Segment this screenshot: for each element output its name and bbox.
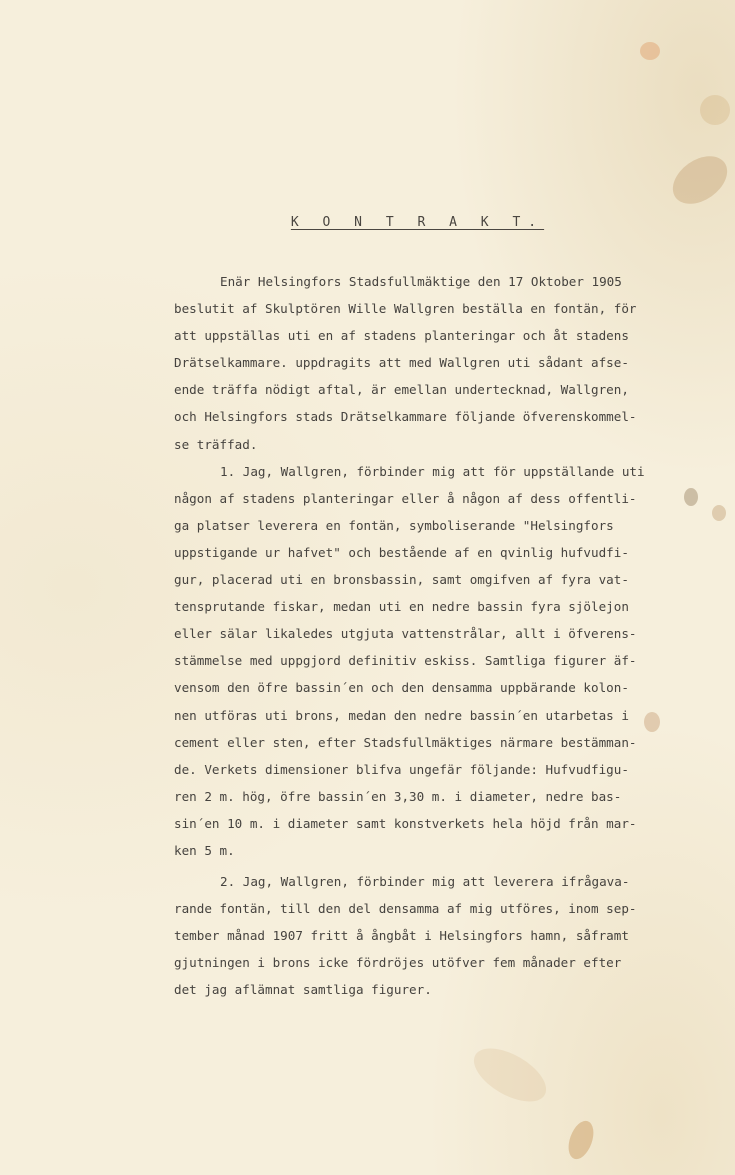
text-line: cement eller sten, efter Stadsfullmäktiges närmare bestämman- [174,734,637,750]
text-line: nen utföras uti brons, medan den nedre bassin´en utarbetas i [174,707,629,723]
text-line: sin´en 10 m. i diameter samt konstverkets hela höjd från mar- [174,815,637,831]
paper-stain [664,146,735,213]
text-line: rande fontän, till den del densamma af mig utföres, inom sep- [174,901,637,917]
text-line: tensprutande fiskar, medan uti en nedre bassin fyra sjölejon [174,599,629,615]
text-line: gjutningen i brons icke fördröjes utöfver fem månader efter [174,955,622,971]
text-line: och Helsingfors stads Drätselkammare följande öfverenskommel- [174,409,637,425]
text-line: gur, placerad uti en bronsbassin, samt omgifven af fyra vat- [174,572,629,588]
paper-stain [465,1038,554,1113]
document-title: K O N T R A K T. [290,215,545,230]
text-line: tember månad 1907 fritt å ångbåt i Helsingfors hamn, såframt [174,928,629,944]
text-line: ende träffa nödigt aftal, är emellan undertecknad, Wallgren, [174,382,629,398]
text-line: ga platser leverera en fontän, symboliserande "Helsingfors [174,517,614,533]
text-line: 1. Jag, Wallgren, förbinder mig att för uppställande uti [220,463,645,479]
text-line: uppstigande ur hafvet" och bestående af en qvinlig hufvudfi- [174,544,629,560]
paper-stain [700,95,730,125]
text-line: beslutit af Skulptören Wille Wallgren beställa en fontän, för [174,301,637,317]
text-line: någon af stadens planteringar eller å någon af dess offentli- [174,490,637,506]
text-line: det jag aflämnat samtliga figurer. [174,982,432,998]
paper-stain [640,42,660,60]
paper-stain [564,1117,598,1162]
paper-stain [712,505,726,521]
text-line: att uppställas uti en af stadens planteringar och åt stadens [174,328,629,344]
document-body [174,268,694,1004]
text-line: 2. Jag, Wallgren, förbinder mig att leverera ifrågava- [220,874,630,890]
text-line: se träffad. [174,436,258,452]
text-line: ken 5 m. [174,842,235,858]
paragraph-intro [174,268,694,458]
text-line: Drätselkammare. uppdragits att med Wallgren uti sådant afse- [174,355,629,371]
paragraph-clause-2 [174,868,694,1003]
text-line: ren 2 m. hög, öfre bassin´en 3,30 m. i diameter, nedre bas- [174,788,622,804]
paragraph-clause-1 [174,458,694,864]
text-line: Enär Helsingfors Stadsfullmäktige den 17 Oktober 1905 [220,274,622,289]
text-line: eller sälar likaledes utgjuta vattenstrålar, allt i öfverens- [174,626,637,642]
text-line: vensom den öfre bassin´en och den densamma uppbärande kolon- [174,680,629,696]
text-line: stämmelse med uppgjord definitiv eskiss. Samtliga figurer äf- [174,653,637,669]
text-line: de. Verkets dimensioner blifva ungefär följande: Hufvudfigu- [174,761,629,777]
